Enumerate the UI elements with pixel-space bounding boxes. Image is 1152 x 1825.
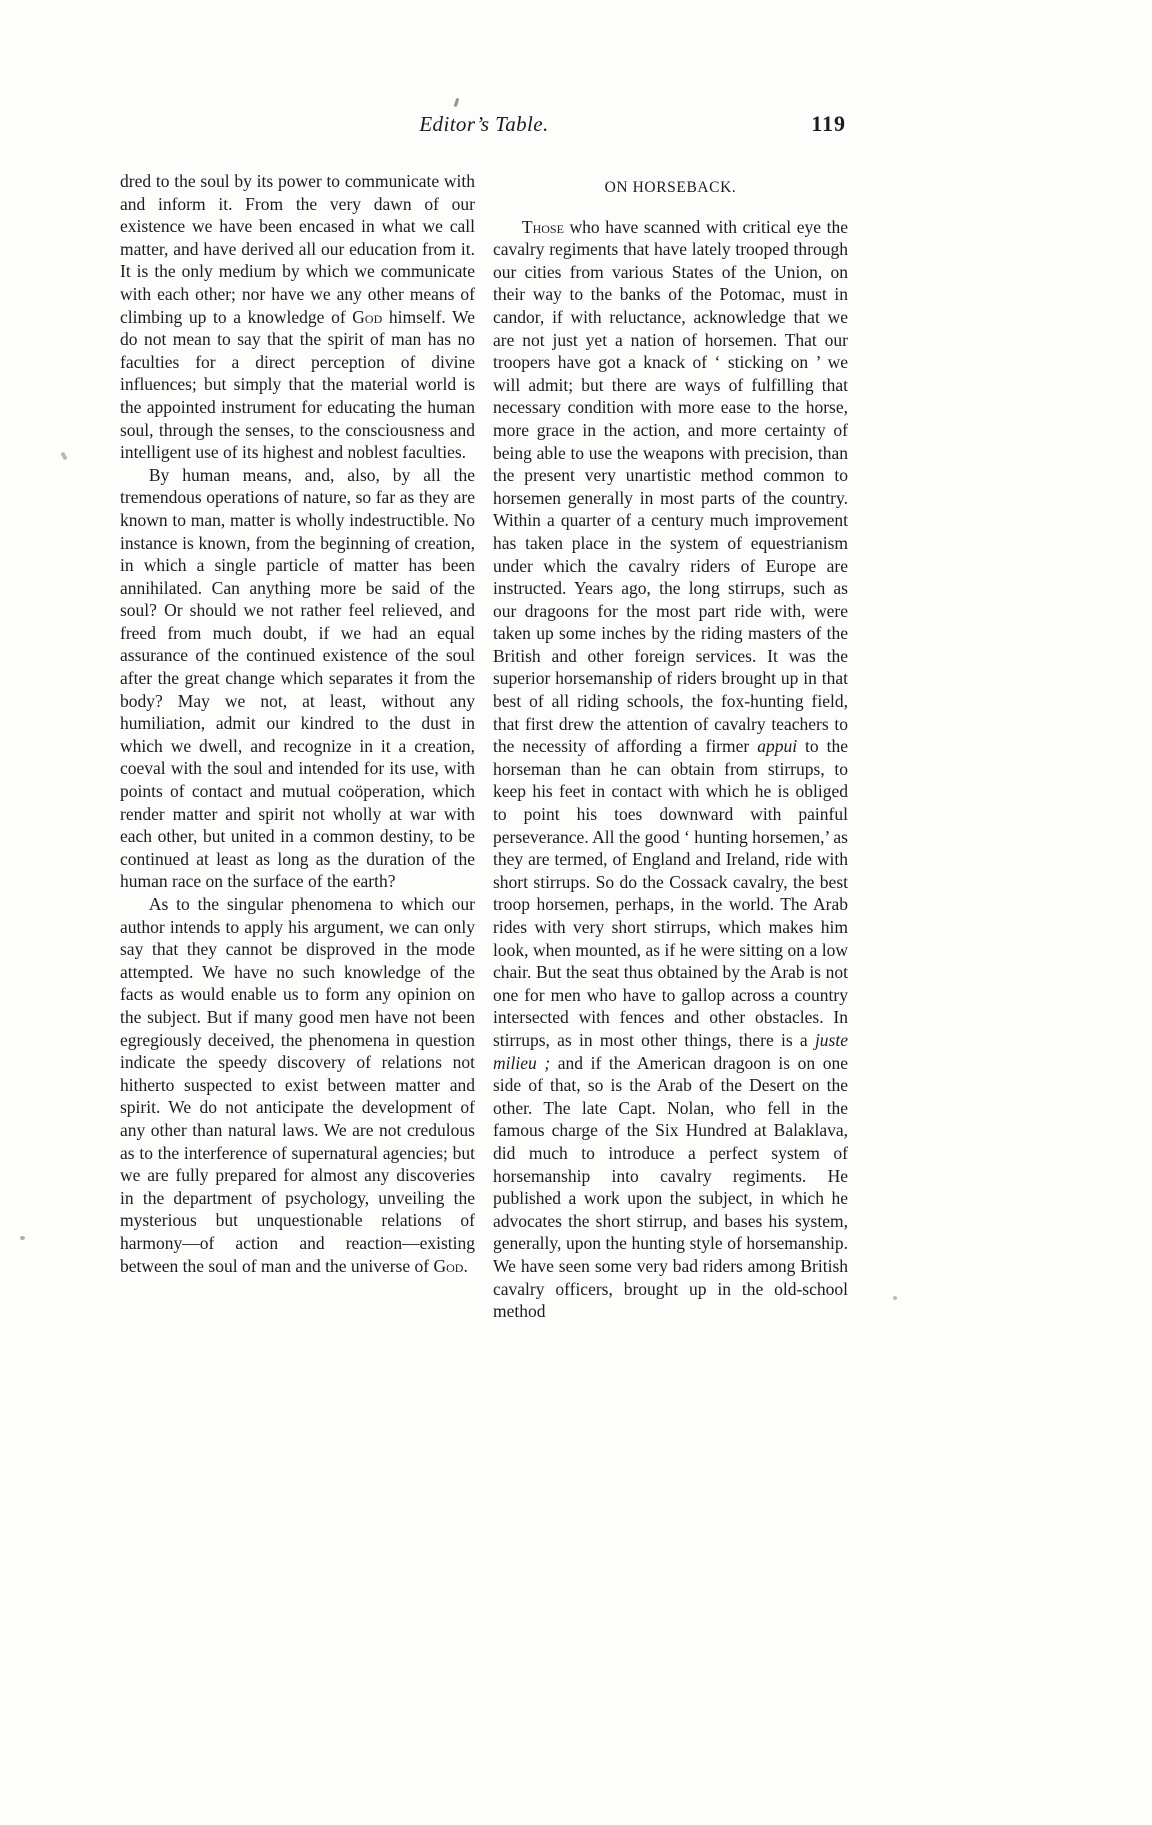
paragraph-text: himself. We do not mean to say that the spirit of man has no faculties for a direct perception of divine influences; but simply that the material world is the appointed instrument for educating the human soul, through the senses, to the consciousness and intelligent use of its highest and noblest faculties. <box>120 306 475 463</box>
paragraph-text: to the horseman than he can obtain from stirrups, to keep his feet in contact with which he is obliged to point his toes downward with painful perseverance. All the good ‘ hunting horsemen,’ as they are termed, of England and Ireland, ride with short stirrups. So do the Cossack cavalry, the best troop horsemen, perhaps, in the world. The Arab rides with very short stirrups, which makes him look, when mounted, as if he were sitting on a low chair. But the seat thus obtained by the Arab is not one for men who have to gallop across a country intersected with fences and other obstacles. In stirrups, as in most other things, there is a <box>493 736 848 1050</box>
italic-phrase-juste-milieu: juste milieu ; <box>493 1029 848 1073</box>
smallcaps-word-god: God <box>352 306 383 327</box>
scan-speck <box>60 452 67 461</box>
italic-phrase-appui: appui <box>757 736 798 757</box>
running-title: Editor’s Table. <box>419 112 549 136</box>
scan-speck <box>454 98 460 107</box>
paragraph-text: . <box>463 1255 468 1276</box>
paragraph <box>120 464 475 893</box>
paragraph <box>120 893 475 1277</box>
paragraph-text: By human means, and, also, by all the tremendous operations of nature, so far as they are known to man, matter is wholly indestructible. No instance is known, from the beginning of creation, in which a single particle of matter has been annihilated. Can anything more be said of the soul? Or should we not rather feel relieved, and freed from much doubt, if we had an equal assurance of the continued existence of the soul after the great change which separates it from the body? May we not, at least, without any humiliation, admit our kindred to the dust in which we dwell, and recognize in it a creation, coeval with the soul and intended for its use, with points of contact and mutual coöperation, which render matter and spirit not wholly at war with each other, but united in a common destiny, to be continued at least as long as the duration of the human race on the surface of the earth? <box>120 464 475 892</box>
paragraph-text: As to the singular phenomena to which our author intends to apply his argument, we can only say that they cannot be disproved in the mode attempted. We have no such knowledge of the facts as would enable us to form any opinion on the subject. But if many good men have not been egregiously deceived, the phenomena in question indicate the speedy discovery of relations not hitherto suspected to exist between matter and spirit. We do not anticipate the development of any other than natural laws. We are not credulous as to the interference of supernatural agencies; but we are fully prepared for almost any discoveries in the department of psychology, unveiling the mysterious but unquestionable relations of harmony—of action and reaction—existing between the soul of man and the universe of <box>120 894 475 1276</box>
paragraph-text: dred to the soul by its power to communicate with and inform it. From the very dawn of our existence we have been encased in what we call matter, and have derived all our education from it. It is the only medium by which we communicate with each other; nor have we any other means of climbing up to a knowledge of <box>120 171 475 327</box>
paragraph-text: and if the American dragoon is on one side of that, so is the Arab of the Desert on the other. The late Capt. Nolan, who fell in the famous charge of the Six Hundred at Balaklava, did much to introduce a perfect system of horsemanship into cavalry regiments. He published a work upon the subject, in which he advocates the short stirrup, and bases his system, generally, upon the hunting style of horsemanship. We have seen some very bad riders among British cavalry officers, brought up in the old-school method <box>493 1052 848 1322</box>
scan-speck <box>20 1236 25 1240</box>
smallcaps-word-god: God <box>433 1255 464 1276</box>
paragraph-text: who have scanned with critical eye the cavalry regiments that have lately trooped through our cities from various States of the Union, on their way to the banks of the Potomac, must in candor, if with reluctance, acknowledge that we are not just yet a nation of horsemen. That our troopers have got a knack of ‘ sticking on ’ we will admit; but there are ways of fulfilling that necessary condition with more ease to the horse, more grace in the action, and more certainty of being able to use the weapons with precision, than the present very unartistic method common to horsemen generally in most parts of the country. Within a quarter of a century much improvement has taken place in the system of equestrianism under which the cavalry riders of Europe are instructed. Years ago, the long stirrups, such as our dragoons for the most part ride with, were taken up some inches by the riding masters of the British and other foreign services. It was the superior horsemanship of riders brought up in that best of all riding schools, the fox-hunting field, that first drew the attention of cavalry teachers to the necessity of affording a firmer <box>493 216 848 757</box>
smallcaps-word-those: Those <box>521 216 564 237</box>
text-columns <box>120 170 848 1323</box>
left-column <box>120 170 475 1323</box>
section-heading: ON HORSEBACK. <box>604 179 737 196</box>
right-column <box>493 170 848 1323</box>
scanned-page <box>120 112 848 1323</box>
scan-speck <box>893 1296 897 1300</box>
paragraph <box>493 216 848 1323</box>
page-header <box>120 112 848 146</box>
paragraph-continuation <box>120 170 475 464</box>
page-number: 119 <box>811 111 846 136</box>
